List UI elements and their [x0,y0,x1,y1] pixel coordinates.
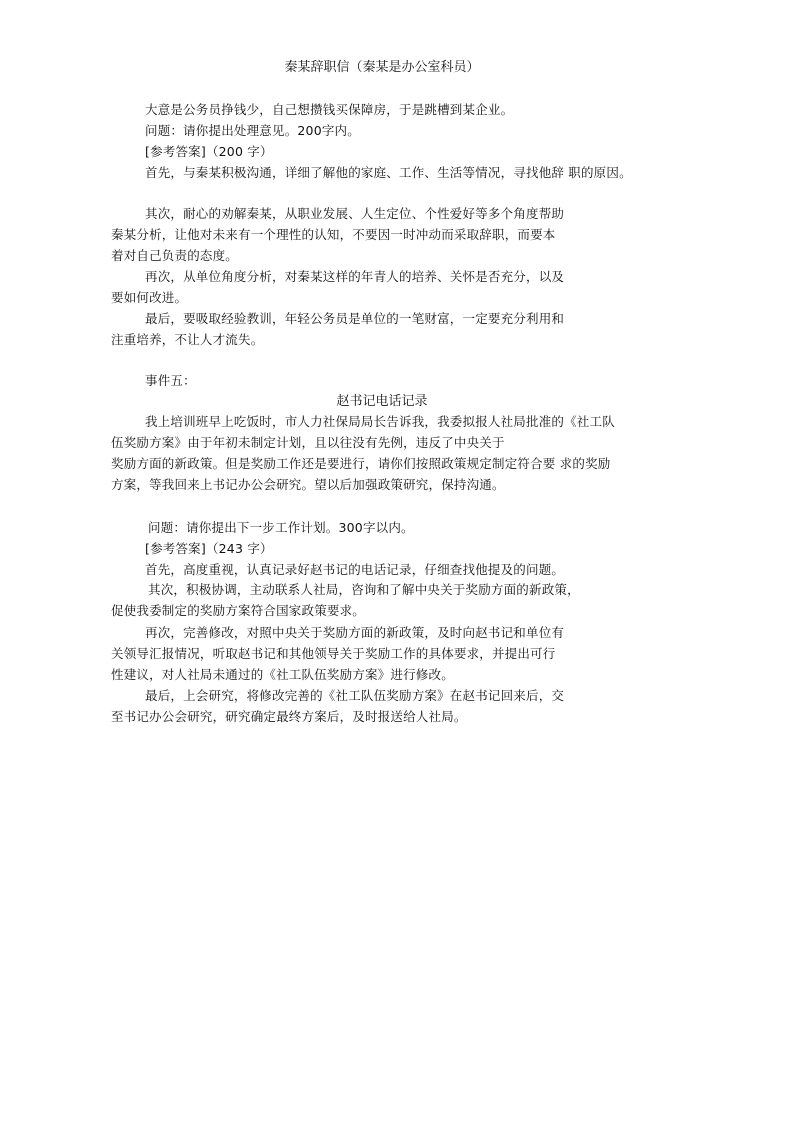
case4-answer-line: 要如何改进。 [111,290,188,305]
case5-paragraph-line: 我上培训班早上吃饭时，市人力社保局局长告诉我，我委拟报人社局批准的《社工队 [145,414,615,429]
case5-paragraph-line: 伍奖励方案》由于年初未制定计划，且以往没有先例，违反了中央关于 [111,435,505,450]
case4-answer-line: 其次，耐心的劝解秦某，从职业发展、人生定位、个性爱好等多个角度帮助 [145,206,565,221]
case5-answer-line: 首先，高度重视，认真记录好赵书记的电话记录，仔细查找他提及的问题。 [145,562,565,577]
case5-answer-line: 再次，完善修改，对照中央关于奖励方面的新政策，及时向赵书记和单位有 [145,625,565,640]
case5-paragraph-line: 奖励方面的新政策。但是奖励工作还是要进行，请你们按照政策规定制定符合要 求的奖励 [111,456,611,471]
case5-answer-line: 至书记办公会研究，研究确定最终方案后，及时报送给人社局。 [111,709,467,724]
case4-answer-line: 着对自己负责的态度。 [111,248,239,263]
case5-answer-header: [参考答案]（243 字） [145,541,273,556]
case4-answer-line: 首先，与秦某积极沟通，详细了解他的家庭、工作、生活等情况，寻找他辞 职的原因。 [145,165,632,180]
case4-paragraph: 大意是公务员挣钱少，自己想攒钱买保障房，于是跳槽到某企业。 [145,102,514,117]
case4-answer-line: 秦某分析，让他对未来有一个理性的认知，不要因一时冲动而采取辞职，而要本 [111,227,556,242]
case5-paragraph-line: 方案，等我回来上书记办公会研究。望以后加强政策研究，保持沟通。 [111,477,505,492]
case5-question: 问题：请你提出下一步工作计划。300字以内。 [148,520,414,535]
case4-question: 问题：请你提出处理意见。200字内。 [145,123,360,138]
case5-answer-line: 最后，上会研究，将修改完善的《社工队伍奖励方案》在赵书记回来后，交 [145,688,565,703]
case4-answer-line: 最后，要吸取经验教训，年轻公务员是单位的一笔财富，一定要充分利用和 [145,311,565,326]
case5-answer-line: 其次，积极协调，主动联系人社局，咨询和了解中央关于奖励方面的新政策， [148,582,580,597]
case4-answer-line: 注重培养，不让人才流失。 [111,332,264,347]
case5-answer-line: 性建议，对人社局未通过的《社工队伍奖励方案》进行修改。 [111,667,454,682]
case4-answer-line: 再次，从单位角度分析，对秦某这样的年青人的培养、关怀是否充分，以及 [145,269,565,284]
case5-answer-line: 关领导汇报情况，听取赵书记和其他领导关于奖励工作的具体要求，并提出可行 [111,646,556,661]
case5-subtitle: 赵书记电话记录 [336,394,428,409]
document-title: 秦某辞职信（秦某是办公室科员） [284,60,480,75]
case5-label: 事件五： [145,373,196,388]
case5-answer-line: 促使我委制定的奖励方案符合国家政策要求。 [111,603,366,618]
case4-answer-header: [参考答案]（200 字） [145,144,273,159]
